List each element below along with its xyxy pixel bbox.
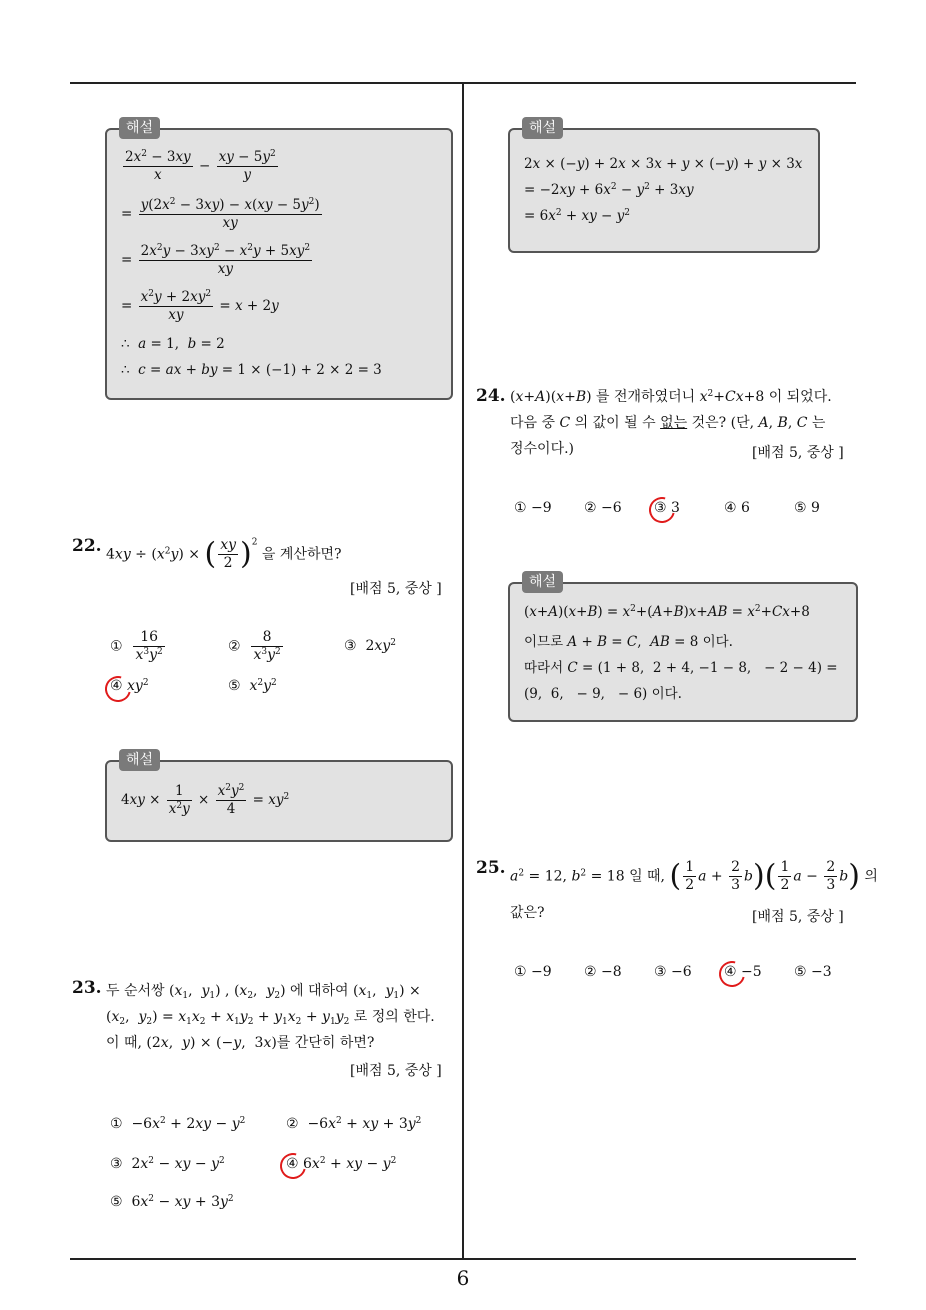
question-22-suffix: 을 계산하면? [261, 546, 342, 563]
option-2[interactable]: ② −8 [584, 964, 622, 980]
question-24-text: (x+A)(x+B) 를 전개하였더니 $x^2+Cx+8$ 이 되었다. 다음 중 C 의 값이 될 수 없는 것은? (단, A, B, C 는 정수이다.) [510, 389, 832, 457]
option-3[interactable]: ③ −6 [654, 964, 692, 980]
option-4[interactable]: ④ 6 [724, 500, 750, 516]
solution-tag: 해설 [119, 749, 160, 771]
answer-mark [644, 492, 680, 528]
score-label: [배점 5, 중상 ] [350, 1063, 442, 1079]
solution-tag: 해설 [522, 117, 563, 139]
question-23-text: 두 순서쌍 ($x_1$, $y_1$) , ($x_2$, $y_2$) 에 대하여 ($x_1$, $y_1$) × ($x_2$, $y_2) = x_1x_2 + x_1y_2 + y_1x_2 + y_1y_2$ 로 정의 한다. 이 때, (2x, y) × (−y, 3x)를 간단히 하면? [106, 983, 435, 1051]
solution-box-q23 [508, 120, 820, 253]
solution-box-q21 [105, 120, 453, 400]
option-5[interactable]: ⑤ −3 [794, 964, 832, 980]
answer-mark [714, 956, 750, 992]
option-1[interactable]: ① $\frac{16}{x^3y^2}$ [110, 629, 163, 663]
solution-tag: 해설 [119, 117, 160, 139]
option-4[interactable]: ④ $6x^2$ + xy − $y^2$ [286, 1156, 397, 1172]
bottom-rule [70, 1258, 856, 1260]
math-line: ∴ a = 1, b = 2 [121, 336, 225, 352]
math-line: 4xy × $\frac{1}{x^2y}$ × $\frac{x^2y^2}{4}$ = $xy^2$ [121, 783, 290, 817]
option-4[interactable]: ④ $xy^2$ [110, 678, 149, 694]
math-line: 이므로 A + B = C, AB = 8 이다. [524, 634, 733, 650]
math-line: = $\frac{x^2y + 2xy^2}{xy}$ = x + 2y [121, 289, 279, 323]
option-5[interactable]: ⑤ $x^2y^2$ [228, 678, 277, 694]
option-3[interactable]: ③ 3 [654, 500, 680, 516]
question-25-text: $a^2 = 12$, $b^2 = 18$ 일 때, ( $\frac{1}{2}$ a + $\frac{2}{3}$ b)( $\frac{1}{2}$ a − $\frac{2}{3}$ b) 의 [510, 858, 878, 894]
option-3[interactable]: ③ $2xy^2$ [344, 638, 396, 654]
option-3[interactable]: ③ $2x^2$ − xy − $y^2$ [110, 1156, 225, 1172]
option-5[interactable]: ⑤ 9 [794, 500, 820, 516]
answer-mark [275, 1148, 311, 1184]
score-label: [배점 5, 중상 ] [752, 909, 844, 925]
option-1[interactable]: ① −9 [514, 500, 552, 516]
solution-box-q22 [105, 752, 453, 842]
math-line: = $\frac{2x^2y - 3xy^2 - x^2y + 5xy^2}{xy}$ [121, 243, 311, 277]
solution-box-q24 [508, 574, 858, 722]
option-2[interactable]: ② $-6x^2$ + xy + $3y^2$ [286, 1116, 422, 1132]
math-line: $\frac{2x^2 - 3xy}{x}$ − $\frac{xy - 5y^2}{y}$ [125, 149, 276, 183]
option-1[interactable]: ① −9 [514, 964, 552, 980]
option-2[interactable]: ② −6 [584, 500, 622, 516]
option-2[interactable]: ② $\frac{8}{x^3y^2}$ [228, 629, 281, 663]
math-line: 따라서 C = (1 + 8, 2 + 4, −1 − 8, − 2 − 4) = [524, 660, 838, 676]
question-number: 25. [476, 858, 506, 878]
option-1[interactable]: ① $-6x^2 + 2xy - y^2$ [110, 1116, 246, 1132]
question-22-text: $4xy \div (x^2y)$ × ( $\frac{xy}{2}$ )$^2$ 을 계산하면? [106, 536, 342, 572]
column-divider [462, 82, 464, 1260]
option-5[interactable]: ⑤ $6x^2$ − xy + $3y^2$ [110, 1194, 234, 1210]
solution-tag: 해설 [522, 571, 563, 593]
question-25-text-line2: 값은? [510, 905, 545, 921]
score-label: [배점 5, 중상 ] [752, 445, 844, 461]
question-number: 24. [476, 386, 506, 406]
math-line: = $-2xy + 6x^2 - y^2 + 3xy$ [524, 182, 694, 198]
math-line: $(x+A)(x+B) = x^2+(A+B)x+AB = x^2+Cx+8$ [524, 604, 810, 620]
page-number: 6 [456, 1266, 470, 1290]
answer-mark [100, 671, 136, 707]
math-line: ∴ c = ax + by = 1 × (−1) + 2 × 2 = 3 [121, 362, 382, 378]
question-number: 22. [72, 536, 102, 556]
math-line: = $6x^2$ + xy − $y^2$ [524, 208, 630, 224]
math-line: = $\frac{y(2x^2 - 3xy) - x(xy - 5y^2)}{xy}$ [121, 197, 320, 231]
score-label: [배점 5, 중상 ] [350, 581, 442, 597]
math-line: 2x × (−y) + 2x × 3x + y × (−y) + y × 3x [524, 156, 803, 172]
question-number: 23. [72, 978, 102, 998]
option-4[interactable]: ④ −5 [724, 964, 762, 980]
math-line: (9, 6, − 9, − 6) 이다. [524, 686, 682, 702]
